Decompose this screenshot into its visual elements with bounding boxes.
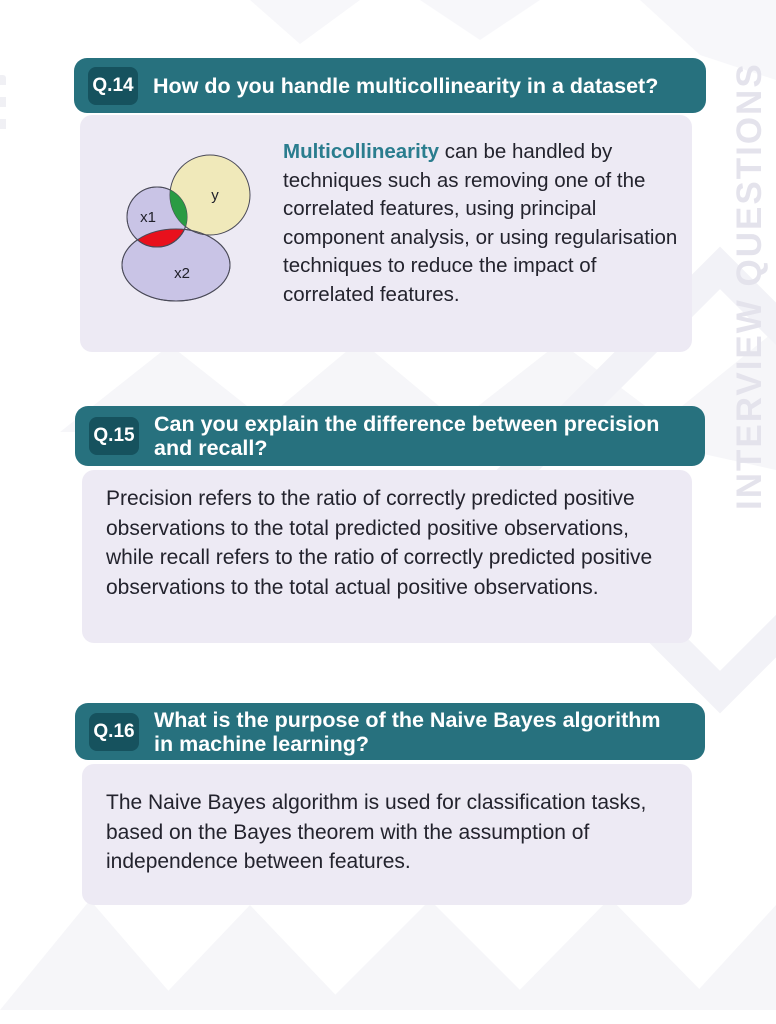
answer-15-text: Precision refers to the ratio of correctly predicted positive observations to the total predicted positive observations, while recall refers to the ratio of correctly predicted positive observations to the total actual positive observations.: [106, 487, 653, 599]
question-15-header: [75, 406, 705, 466]
answer-14-highlight: Multicollinearity: [283, 140, 440, 163]
answer-14-body: can be handled by techniques such as removing one of the correlated features, using principal component analysis, or using regularisation techniques to reduce the impact of correlated features.: [283, 140, 678, 306]
venn-diagram: [118, 148, 253, 313]
question-16-number-badge: Q.16: [89, 713, 139, 751]
answer-14-text: [283, 138, 687, 309]
question-15-title: Can you explain the difference between precision and recall?: [154, 412, 660, 460]
question-14-number-badge: Q.14: [88, 67, 138, 105]
venn-label-y: y: [211, 187, 219, 204]
answer-15-card: [82, 470, 692, 643]
answer-16-text: The Naive Bayes algorithm is used for classification tasks, based on the Bayes theorem with the assumption of independence between features.: [106, 791, 647, 873]
question-14-header: [74, 58, 706, 113]
question-14-title: How do you handle multicollinearity in a dataset?: [153, 73, 659, 98]
question-16-header: [75, 703, 705, 760]
left-edge-artifact: [0, 75, 6, 137]
answer-16-card: [82, 764, 692, 905]
venn-label-x2: x2: [174, 265, 190, 282]
venn-label-x1: x1: [140, 209, 156, 226]
side-label-interview-questions: INTERVIEW QUESTIONS: [730, 62, 769, 510]
answer-14-card: [80, 115, 692, 352]
question-16-title: What is the purpose of the Naive Bayes algorithm in machine learning?: [154, 707, 661, 756]
question-15-number-badge: Q.15: [89, 417, 139, 455]
